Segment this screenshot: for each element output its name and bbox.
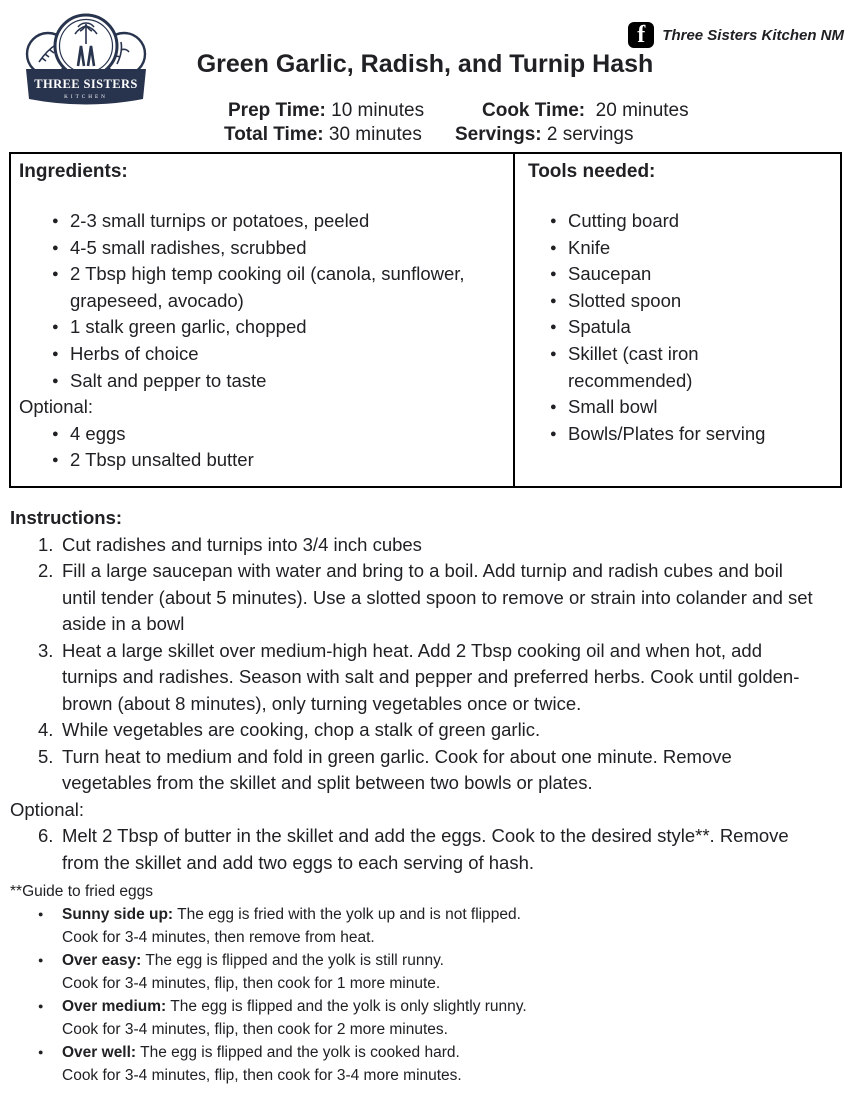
instruction-step: 5. Turn heat to medium and fold in green garlic. Cook for about one minute. Remove vegetables from the skillet and split between two bowls or plates. xyxy=(10,744,840,797)
cook-time: Cook Time: 20 minutes xyxy=(482,100,689,121)
list-item: ● Cutting board xyxy=(528,208,832,235)
step-number: 2. xyxy=(38,560,54,581)
list-item: ● 2 Tbsp unsalted butter xyxy=(19,447,503,474)
ingredients-optional-label: Optional: xyxy=(19,396,94,418)
logo-text-line2: KITCHEN xyxy=(64,94,108,100)
tools-heading: Tools needed: xyxy=(528,161,656,182)
prep-time: Prep Time: 10 minutes xyxy=(228,100,425,121)
bullet-icon: ● xyxy=(52,241,59,254)
instructions-heading: Instructions: xyxy=(10,507,123,528)
ingredients-tools-box xyxy=(9,152,842,488)
list-item: ● Spatula xyxy=(528,314,832,341)
bullet-icon: ● xyxy=(550,347,557,360)
list-item: ● 4-5 small radishes, scrubbed xyxy=(19,235,503,262)
step-number: 6. xyxy=(38,825,54,846)
list-item: ● Saucepan xyxy=(528,261,832,288)
egg-guide-heading: **Guide to fried eggs xyxy=(10,883,154,900)
ingredients-column xyxy=(11,154,515,486)
bullet-icon: ● xyxy=(550,321,557,334)
list-item: ● Herbs of choice xyxy=(19,341,503,368)
list-item: ● 2 Tbsp high temp cooking oil (canola, sunflower, grapeseed, avocado) xyxy=(19,261,503,314)
ingredients-optional-list xyxy=(19,421,503,474)
bullet-icon: ● xyxy=(550,215,557,227)
instruction-step: 6. Melt 2 Tbsp of butter in the skillet and add the eggs. Cook to the desired style**. Remove from the skillet and add two eggs to each serving of hash. xyxy=(10,823,840,876)
instruction-step: 2. Fill a large saucepan with water and bring to a boil. Add turnip and radish cubes and boil until tender (about 5 minutes). Use a slotted spoon to remove or strain into colander and set aside in a bowl xyxy=(10,558,840,638)
list-item: ● Small bowl xyxy=(528,394,832,421)
bullet-icon: ● xyxy=(38,955,44,965)
facebook-link[interactable] xyxy=(628,22,844,48)
instruction-step: 3. Heat a large skillet over medium-high heat. Add 2 Tbsp cooking oil and when hot, add turnips and radishes. Season with salt and pepper and preferred herbs. Cook until golden-brown (about 8 minutes), only turning vegetables once or twice. xyxy=(10,638,840,718)
egg-guide-item: ● Over medium: The egg is flipped and the yolk is only slightly runny. Cook for 3-4 minutes, flip, then cook for 2 more minutes. xyxy=(10,995,840,1041)
bullet-icon: ● xyxy=(550,241,557,254)
tools-column xyxy=(515,154,840,486)
bullet-icon: ● xyxy=(38,909,44,919)
facebook-icon[interactable]: f xyxy=(628,22,654,48)
ingredients-heading: Ingredients: xyxy=(19,161,128,182)
bullet-icon: ● xyxy=(550,294,557,307)
list-item: ● 2-3 small turnips or potatoes, peeled xyxy=(19,208,503,235)
total-time: Total Time: 30 minutes xyxy=(224,124,422,145)
bullet-icon: ● xyxy=(38,1047,44,1057)
bullet-icon: ● xyxy=(52,454,59,467)
list-item: ● Knife xyxy=(528,235,832,262)
tools-list xyxy=(528,208,832,447)
list-item: ● Slotted spoon xyxy=(528,288,832,315)
list-item: ● Salt and pepper to taste xyxy=(19,368,503,395)
list-item: ● Skillet (cast iron recommended) xyxy=(528,341,832,394)
egg-guide-item: ● Over easy: The egg is flipped and the yolk is still runny. Cook for 3-4 minutes, flip, then cook for 1 more minute. xyxy=(10,949,840,995)
list-item: ● 4 eggs xyxy=(19,421,503,448)
egg-guide-section xyxy=(10,880,840,1087)
bullet-icon: ● xyxy=(52,427,59,440)
bullet-icon: ● xyxy=(550,268,557,281)
bullet-icon: ● xyxy=(52,374,59,387)
step-number: 4. xyxy=(38,719,54,740)
instructions-optional-label: Optional: xyxy=(10,798,85,820)
logo-text-line1: THREE SISTERS xyxy=(34,77,138,91)
bullet-icon: ● xyxy=(52,268,59,281)
step-number: 3. xyxy=(38,639,54,661)
facebook-page-name: Three Sisters Kitchen NM xyxy=(662,26,844,44)
step-number: 1. xyxy=(38,533,54,555)
bullet-icon: ● xyxy=(550,427,557,440)
ingredients-list xyxy=(19,208,503,394)
servings: Servings: 2 servings xyxy=(455,124,634,145)
list-item: ● 1 stalk green garlic, chopped xyxy=(19,314,503,341)
recipe-title: Green Garlic, Radish, and Turnip Hash xyxy=(196,50,654,78)
instruction-step: 4. While vegetables are cooking, chop a stalk of green garlic. xyxy=(10,717,840,744)
bullet-icon: ● xyxy=(52,347,59,360)
list-item: ● Bowls/Plates for serving xyxy=(528,421,832,448)
egg-guide-item: ● Sunny side up: The egg is fried with the yolk up and is not flipped. Cook for 3-4 minutes, then remove from heat. xyxy=(10,903,840,949)
bullet-icon: ● xyxy=(550,401,557,414)
instruction-step: 1. Cut radishes and turnips into 3/4 inch cubes xyxy=(10,532,840,559)
bullet-icon: ● xyxy=(52,215,59,227)
instructions-section xyxy=(10,505,840,876)
bullet-icon: ● xyxy=(52,321,59,334)
egg-guide-item: ● Over well: The egg is flipped and the yolk is cooked hard. Cook for 3-4 minutes, flip, then cook for 3-4 more minutes. xyxy=(10,1041,840,1087)
bullet-icon: ● xyxy=(38,1001,44,1011)
step-number: 5. xyxy=(38,745,54,767)
